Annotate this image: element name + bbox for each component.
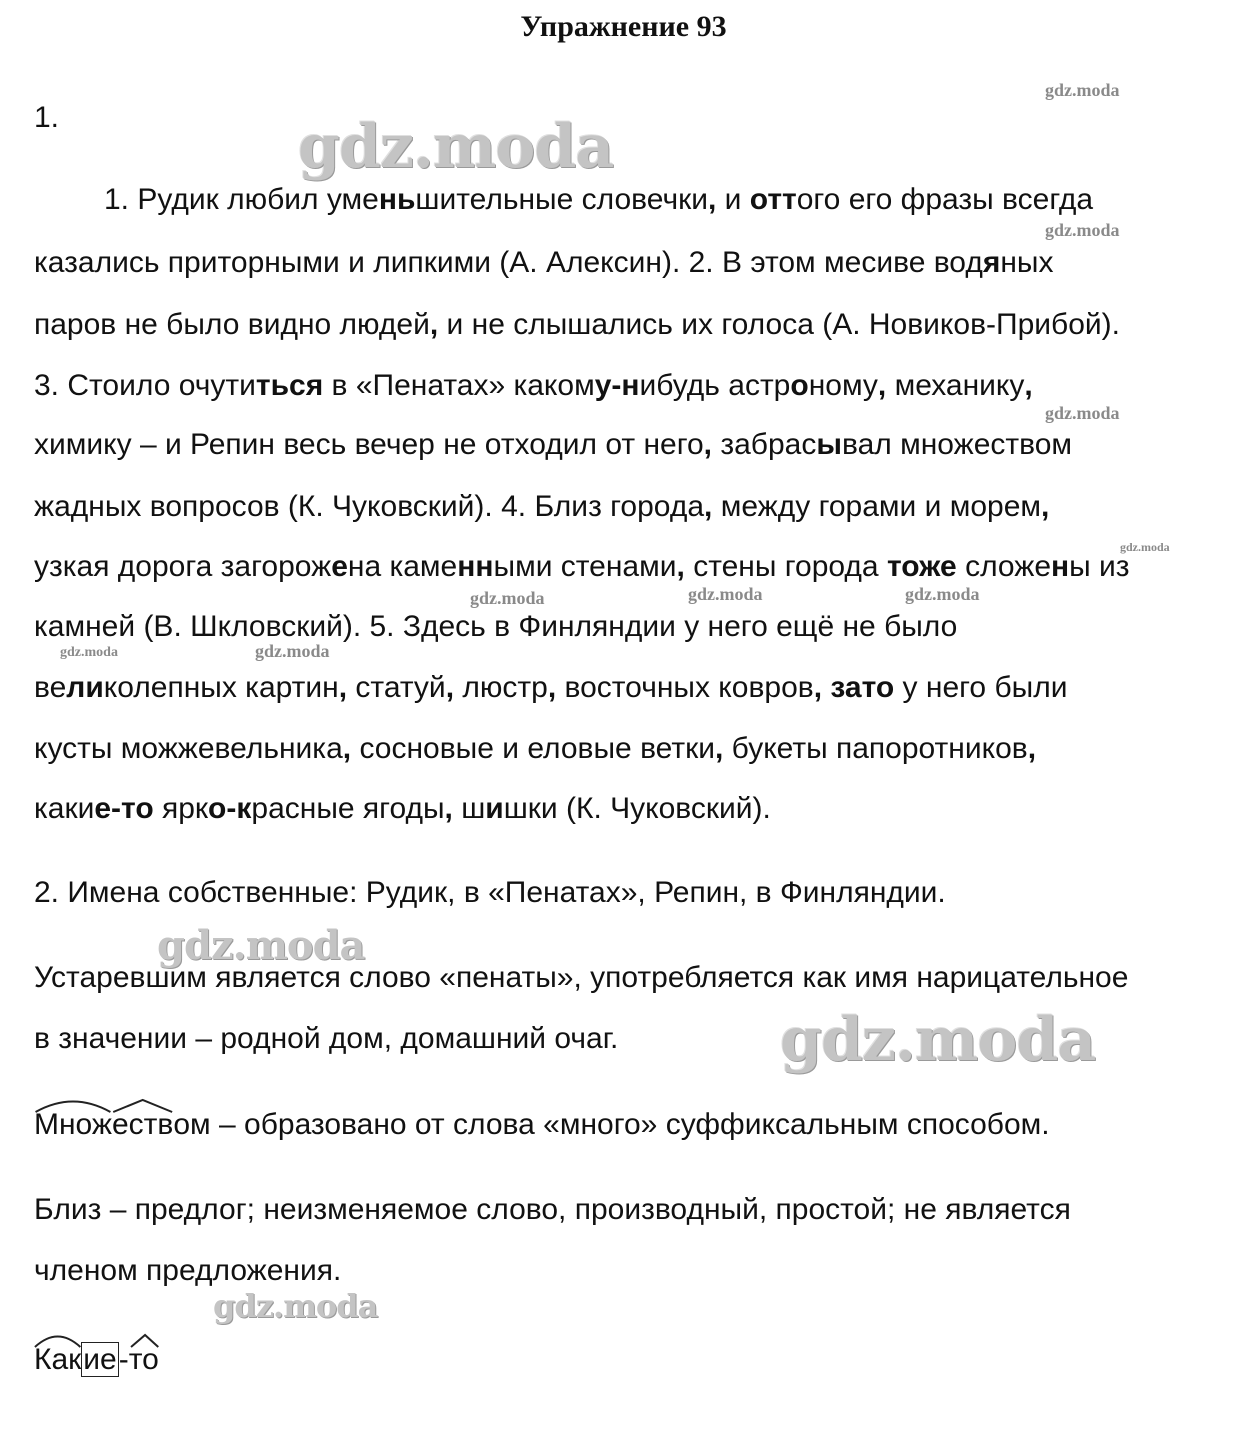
- watermark-small: gdz.moda: [470, 588, 545, 608]
- text-run: ярк: [153, 792, 209, 825]
- paragraph-line: [34, 487, 1049, 527]
- spelling-mark: тоже: [886, 550, 957, 583]
- spelling-mark: у-н: [594, 369, 640, 402]
- paragraph-line: [34, 607, 957, 647]
- text-run: ш: [452, 792, 486, 825]
- text-run: в «Пенатах» каком: [323, 369, 595, 402]
- watermark-small: gdz.moda: [60, 645, 118, 660]
- paragraph-line: [34, 305, 1120, 345]
- word-analysis-kakie-to: [34, 1340, 159, 1380]
- text-run: люстр: [454, 671, 548, 704]
- bliz-line-2: членом предложения.: [34, 1254, 342, 1287]
- text-run: у него были: [894, 671, 1068, 704]
- text-run: казались приторными и липкими (А. Алексин). 2. В этом месиве вод: [34, 246, 983, 279]
- spelling-mark: ,: [813, 671, 823, 704]
- text-run: расные ягоды: [251, 792, 445, 825]
- text-run: шительные словечки: [415, 183, 708, 216]
- spelling-mark: ,: [445, 671, 455, 704]
- text-run: кусты можжевельника: [34, 732, 343, 765]
- text-run: ого его фразы всегда: [796, 183, 1094, 216]
- spelling-mark: е: [331, 550, 348, 583]
- spelling-mark: н: [1051, 550, 1070, 583]
- text-run: ных: [1000, 246, 1054, 279]
- text-run: вал множеством: [841, 428, 1073, 461]
- spelling-mark: нь: [378, 183, 416, 216]
- text-run: сосновые и еловые ветки: [351, 732, 715, 765]
- spelling-mark: о-к: [208, 792, 252, 825]
- text-run: колепных картин: [103, 671, 339, 704]
- text-run: 1. Рудик любил уме: [104, 183, 379, 216]
- text-run: 3. Стоило очути: [34, 369, 256, 402]
- text-run: восточных ковров: [556, 671, 814, 704]
- text-run: ве: [34, 671, 67, 704]
- watermark-small: gdz.moda: [1120, 540, 1170, 554]
- root-mark: Как: [34, 1340, 81, 1380]
- paragraph-line: [34, 729, 1036, 769]
- text-run: между горами и морем: [712, 490, 1042, 523]
- spelling-mark: нн: [457, 550, 494, 583]
- paragraph-line: [34, 425, 1072, 465]
- spelling-mark: е-то: [94, 792, 154, 825]
- spelling-mark: ,: [704, 490, 713, 523]
- text-run: ыми стенами: [493, 550, 677, 583]
- text-run: жадных вопросов (К. Чуковский). 4. Близ города: [34, 490, 705, 523]
- spelling-mark: ,: [342, 732, 352, 765]
- text-run: стены города: [684, 550, 887, 583]
- text-run: узкая дорога загорож: [34, 550, 332, 583]
- spelling-mark: зато: [830, 671, 895, 704]
- spelling-mark: ,: [547, 671, 557, 704]
- spelling-mark: ,: [703, 428, 713, 461]
- spelling-mark: ,: [338, 671, 348, 704]
- spelling-mark: ,: [1027, 732, 1037, 765]
- proper-names-line: 2. Имена собственные: Рудик, в «Пенатах», Репин, в Финляндии.: [34, 876, 946, 909]
- paragraph-line: [34, 547, 1130, 587]
- spelling-mark: ,: [429, 308, 439, 341]
- text-run: механику: [886, 369, 1025, 402]
- text-run: шки (К. Чуковский).: [503, 792, 771, 825]
- exercise-title: Упражнение 93: [520, 10, 727, 43]
- spelling-mark: ,: [444, 792, 453, 825]
- spelling-mark: ,: [707, 183, 717, 216]
- spelling-mark: я: [982, 246, 1001, 279]
- spelling-mark: и: [485, 792, 504, 825]
- text-run: и: [716, 183, 750, 216]
- paragraph-line: [34, 366, 1033, 406]
- paragraph-line: [34, 243, 1054, 283]
- text-run: паров не было видно людей: [34, 308, 430, 341]
- spelling-mark: ,: [1024, 369, 1033, 402]
- text-run: химику – и Репин весь вечер не отходил от него: [34, 428, 704, 461]
- spelling-mark: ,: [1041, 490, 1050, 523]
- watermark-small: gdz.moda: [255, 641, 330, 661]
- spelling-mark: ,: [877, 369, 887, 402]
- text-run: ы из: [1069, 550, 1130, 583]
- spelling-mark: о: [790, 369, 809, 402]
- obsolete-line-1: Устаревшим является слово «пенаты», употребляется как имя нарицательное: [34, 961, 1129, 994]
- obsolete-line-2: в значении – родной дом, домашний очаг.: [34, 1022, 619, 1055]
- spelling-mark: отт: [749, 183, 797, 216]
- watermark-large: gdz.moda: [298, 112, 614, 182]
- root-mark: Множ: [34, 1105, 112, 1145]
- paragraph-line: [34, 789, 771, 829]
- watermark-small: gdz.moda: [688, 584, 763, 604]
- ending-mark: ие: [83, 1343, 117, 1376]
- spelling-mark: ы: [816, 428, 842, 461]
- watermark-small: gdz.moda: [1045, 220, 1120, 240]
- watermark-small: gdz.moda: [1045, 80, 1120, 100]
- text-run: забрас: [712, 428, 817, 461]
- watermark-small: gdz.moda: [905, 584, 980, 604]
- spelling-mark: ться: [255, 369, 324, 402]
- spelling-mark: ,: [676, 550, 685, 583]
- text-run: каки: [34, 792, 95, 825]
- paragraph-line: [34, 668, 1067, 708]
- spelling-mark: ,: [715, 732, 724, 765]
- spelling-mark: ли: [66, 671, 104, 704]
- section-number: 1.: [34, 101, 60, 134]
- watermark-large: gdz.moda: [157, 922, 365, 969]
- text-run: сложе: [956, 550, 1052, 583]
- watermark-large: gdz.moda: [213, 1287, 378, 1325]
- paragraph-line: [104, 180, 1093, 220]
- text-run: букеты папоротников: [723, 732, 1028, 765]
- text-run: ибудь астр: [639, 369, 791, 402]
- text-run: на каме: [347, 550, 458, 583]
- word-analysis-mnozhestvom: Множ еством – образовано от слова «много» суффиксальным способом.: [34, 1105, 1050, 1145]
- suffix-mark: еств: [112, 1105, 173, 1145]
- suffix-mark: -то: [119, 1340, 159, 1380]
- text-run: и не слышались их голоса (А. Новиков-Прибой).: [438, 308, 1120, 341]
- text-run: статуй: [347, 671, 446, 704]
- text-run: ному: [808, 369, 878, 402]
- watermark-large: gdz.moda: [780, 1005, 1096, 1075]
- watermark-small: gdz.moda: [1045, 403, 1120, 423]
- bliz-line-1: Близ – предлог; неизменяемое слово, производный, простой; не является: [34, 1193, 1071, 1226]
- text-run: камней (В. Шкловский). 5. Здесь в Финляндии у него ещё не было: [34, 610, 958, 643]
